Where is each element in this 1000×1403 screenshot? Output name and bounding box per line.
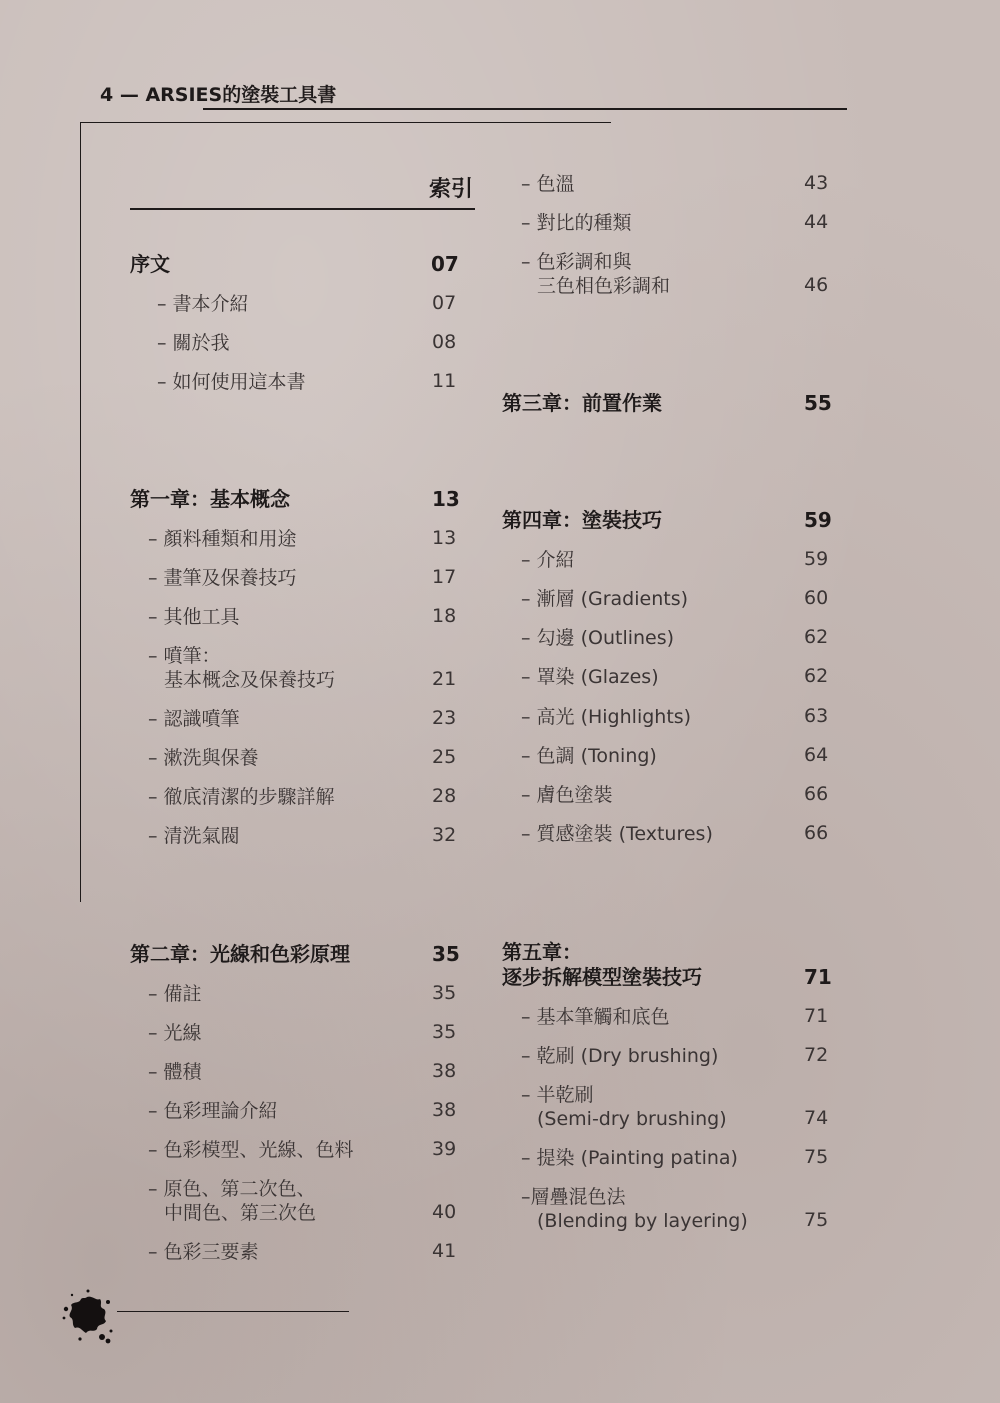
- toc-item: – 對比的種類: [521, 212, 632, 234]
- footer-rule: [117, 1311, 349, 1312]
- toc-page: 11: [432, 370, 457, 392]
- toc-item: – 色彩三要素: [148, 1241, 259, 1263]
- toc-page: 39: [432, 1138, 457, 1160]
- toc-page: 75: [804, 1209, 829, 1231]
- toc-item: – 勾邊 (Outlines): [521, 627, 675, 649]
- toc-page: 75: [804, 1146, 829, 1168]
- toc-item: – 罩染 (Glazes): [521, 666, 659, 688]
- preface-title: 序文: [130, 252, 170, 276]
- toc-item: – 提染 (Painting patina): [521, 1147, 738, 1169]
- toc-page: 43: [804, 172, 829, 194]
- chapter2-title: 第二章：光線和色彩原理: [130, 942, 350, 966]
- toc-page: 46: [804, 274, 829, 296]
- toc-item: – 質感塗裝 (Textures): [521, 823, 713, 845]
- toc-item: – 關於我: [157, 332, 230, 354]
- toc-item: – 認識噴筆: [148, 708, 240, 730]
- index-title: 索引: [429, 177, 474, 202]
- toc-item: – 漱洗與保養: [148, 747, 259, 769]
- toc-page: 38: [432, 1099, 457, 1121]
- toc-item: –層疊混色法: [521, 1186, 626, 1208]
- index-title-rule: [130, 208, 475, 210]
- toc-item: – 色調 (Toning): [521, 745, 657, 767]
- toc-item: – 色彩理論介紹: [148, 1100, 278, 1122]
- toc-item-line2: 三色相色彩調和: [537, 275, 671, 297]
- toc-item: – 高光 (Highlights): [521, 706, 692, 728]
- toc-item: – 清洗氣閥: [148, 825, 240, 847]
- toc-item: – 原色、第二次色、: [148, 1178, 316, 1200]
- toc-item: – 體積: [148, 1061, 202, 1083]
- toc-page: 35: [432, 1021, 457, 1043]
- toc-item: – 色彩調和與: [521, 251, 632, 273]
- toc-item: – 噴筆：: [148, 645, 221, 667]
- toc-page: 07: [432, 292, 457, 314]
- toc-item: – 徹底清潔的步驟詳解: [148, 786, 335, 808]
- toc-page: 23: [432, 707, 457, 729]
- toc-page: 38: [432, 1060, 457, 1082]
- toc-item-line2: (Semi-dry brushing): [537, 1108, 727, 1130]
- toc-item: – 顏料種類和用途: [148, 528, 297, 550]
- toc-item: – 如何使用這本書: [157, 371, 306, 393]
- toc-item: – 畫筆及保養技巧: [148, 567, 297, 589]
- toc-page: 66: [804, 822, 829, 844]
- chapter3-title: 第三章：前置作業: [502, 391, 662, 415]
- toc-page: 59: [804, 548, 829, 570]
- preface-page: 07: [431, 252, 459, 276]
- toc-item: – 漸層 (Gradients): [521, 588, 689, 610]
- toc-page: 64: [804, 744, 829, 766]
- toc-item-line2: 中間色、第三次色: [164, 1202, 317, 1224]
- toc-page: 62: [804, 665, 829, 687]
- toc-page: 71: [804, 1005, 829, 1027]
- toc-page: 62: [804, 626, 829, 648]
- toc-item: – 色彩模型、光線、色料: [148, 1139, 354, 1161]
- toc-item: – 色溫: [521, 173, 575, 195]
- toc-item: – 備註: [148, 983, 202, 1005]
- toc-item: – 乾刷 (Dry brushing): [521, 1045, 719, 1067]
- toc-item: – 介紹: [521, 549, 575, 571]
- toc-page: 41: [432, 1240, 457, 1262]
- toc-page: 18: [432, 605, 457, 627]
- toc-item: – 膚色塗裝: [521, 784, 613, 806]
- toc-page: 08: [432, 331, 457, 353]
- toc-item-line2: (Blending by layering): [537, 1210, 748, 1232]
- chapter4-title: 第四章：塗裝技巧: [502, 508, 662, 532]
- toc-page: 63: [804, 705, 829, 727]
- toc-page: 32: [432, 824, 457, 846]
- running-header: 4 — ARSIES的塗裝工具書: [100, 84, 337, 106]
- toc-page: 60: [804, 587, 829, 609]
- toc-item: – 光線: [148, 1022, 202, 1044]
- chapter5-title-line2: 逐步拆解模型塗裝技巧: [502, 965, 702, 989]
- ink-splatter-icon: [58, 1287, 116, 1345]
- chapter5-page: 71: [804, 965, 832, 989]
- toc-page: 40: [432, 1201, 457, 1223]
- toc-page: 21: [432, 668, 457, 690]
- toc-page: 25: [432, 746, 457, 768]
- toc-page: 72: [804, 1044, 829, 1066]
- frame-top-rule: [80, 122, 611, 123]
- chapter1-title: 第一章：基本概念: [130, 487, 290, 511]
- chapter2-page: 35: [432, 942, 460, 966]
- toc-page: 44: [804, 211, 829, 233]
- chapter4-page: 59: [804, 508, 832, 532]
- chapter5-title: 第五章：: [502, 940, 582, 964]
- toc-item: – 基本筆觸和底色: [521, 1006, 670, 1028]
- header-rule: [203, 108, 847, 110]
- toc-page: 66: [804, 783, 829, 805]
- toc-item-line2: 基本概念及保養技巧: [164, 669, 336, 691]
- toc-page: 28: [432, 785, 457, 807]
- toc-item: – 半乾刷: [521, 1084, 594, 1106]
- toc-page: 35: [432, 982, 457, 1004]
- toc-page: 17: [432, 566, 457, 588]
- toc-item: – 書本介紹: [157, 293, 249, 315]
- toc-page: 74: [804, 1107, 829, 1129]
- chapter3-page: 55: [804, 391, 832, 415]
- chapter1-page: 13: [432, 487, 460, 511]
- toc-page: 13: [432, 527, 457, 549]
- frame-left-rule: [80, 122, 81, 902]
- toc-item: – 其他工具: [148, 606, 240, 628]
